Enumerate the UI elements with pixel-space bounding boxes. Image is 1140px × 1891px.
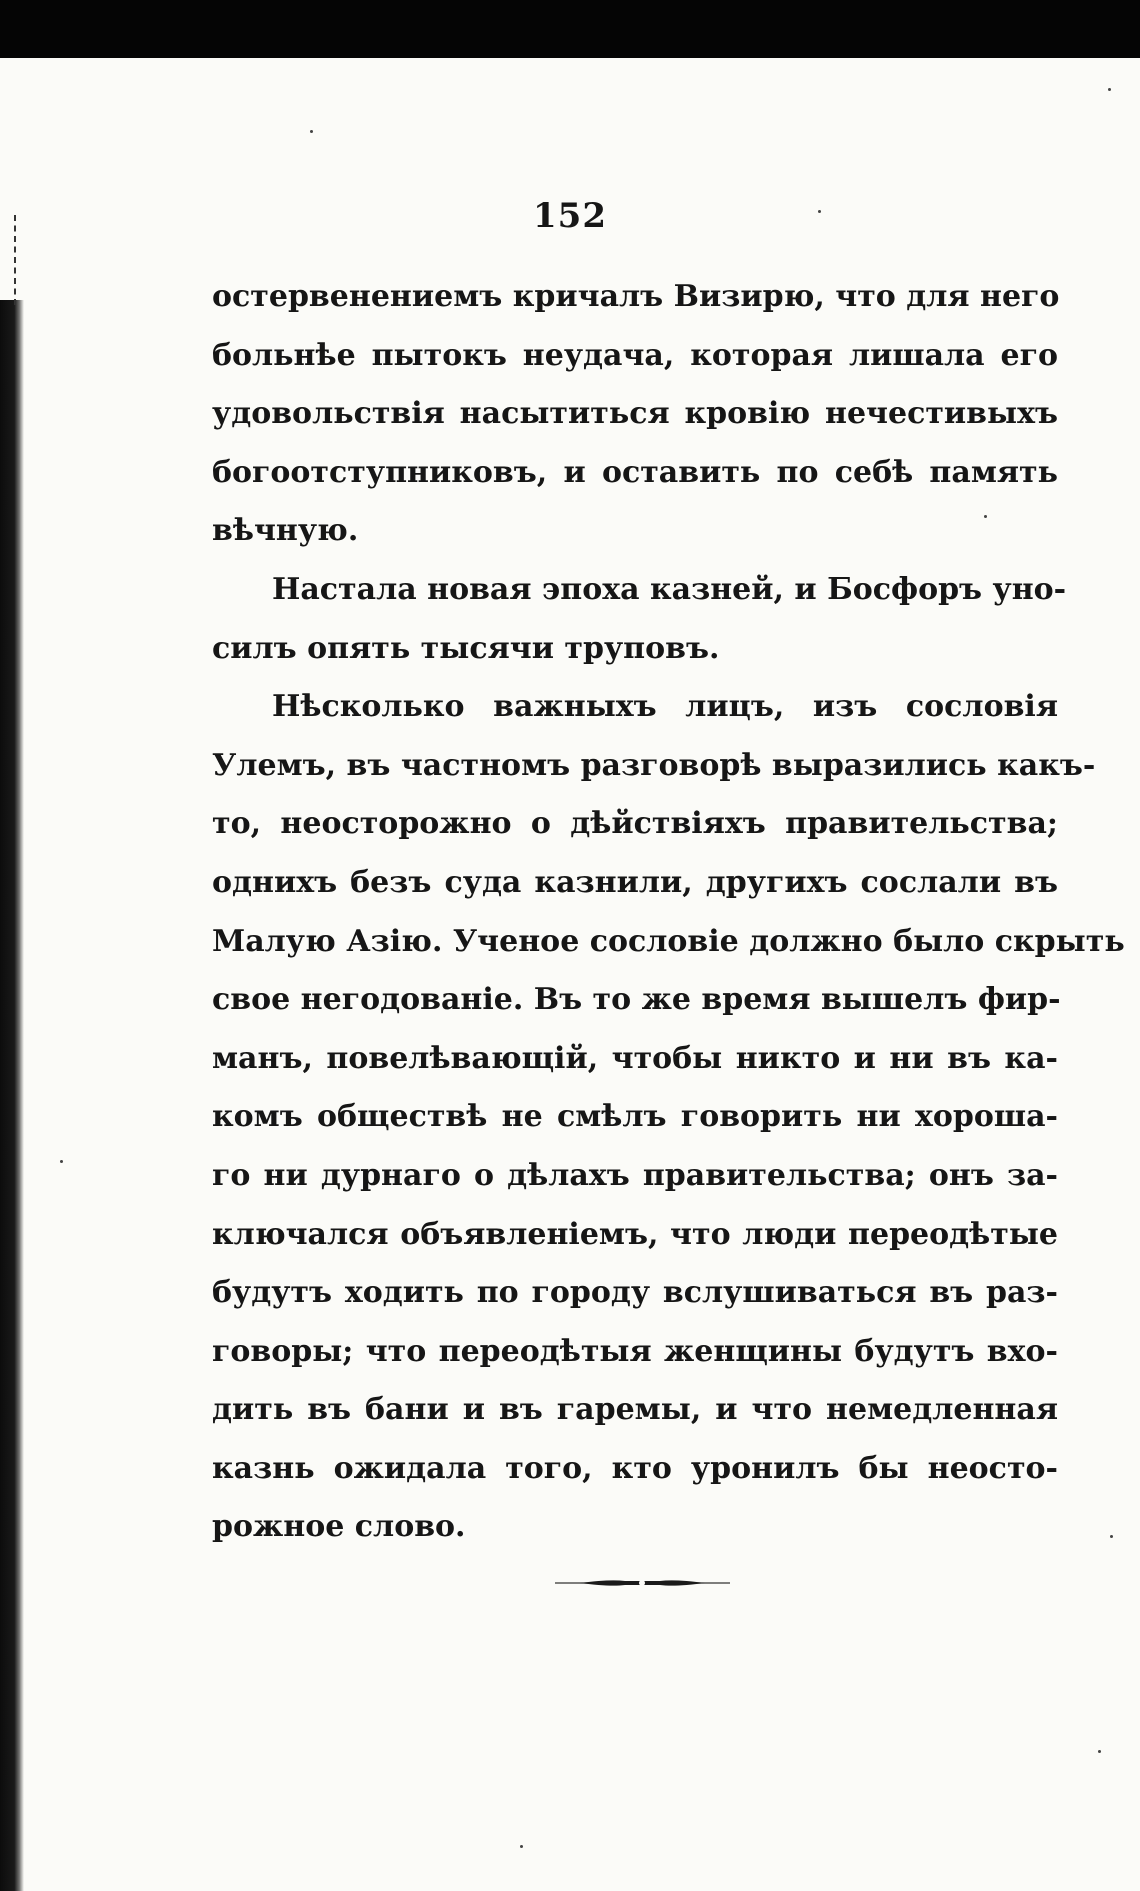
text-line: манъ, повелѣвающій, чтобы никто и ни въ ка- xyxy=(212,1040,1058,1076)
tailpiece-rule-icon xyxy=(555,1577,730,1589)
text-line: будутъ ходить по городу вслушиваться въ раз- xyxy=(212,1275,1058,1311)
text-line: Настала новая эпоха казней, и Босфоръ уно- xyxy=(272,571,1067,607)
text-line: больнѣе пытокъ неудача, которая лишала его xyxy=(212,337,1058,373)
text-line: ключался объявленіемъ, что люди переодѣтые xyxy=(212,1216,1058,1252)
text-line: Улемъ, въ частномъ разговорѣ выразились какъ- xyxy=(212,747,1096,783)
scan-speck xyxy=(818,210,821,213)
text-line: говоры; что переодѣтыя женщины будутъ вхо- xyxy=(212,1333,1058,1369)
text-line: остервенениемъ кричалъ Визирю, что для него xyxy=(212,279,1060,314)
text-line: однихъ безъ суда казнили, другихъ сослали въ xyxy=(212,864,1058,900)
scan-left-border xyxy=(0,300,24,1891)
paragraph-2 xyxy=(212,561,1067,678)
text-line: дить въ бани и въ гаремы, и что немедленная xyxy=(212,1392,1058,1428)
text-line: комъ обществѣ не смѣлъ говорить ни хороша- xyxy=(212,1099,1058,1135)
text-line: Нѣсколько важныхъ лицъ, изъ сословія xyxy=(272,689,1058,725)
text-line: богоотступниковъ, и оставить по себѣ память xyxy=(212,454,1058,490)
scan-speck xyxy=(1098,1750,1101,1753)
text-line: вѣчную. xyxy=(212,513,359,549)
text-line: го ни дурнаго о дѣлахъ правительства; онъ за- xyxy=(212,1157,1058,1193)
scan-speck xyxy=(310,130,313,133)
scan-top-border xyxy=(0,0,1140,58)
text-line: рожное слово. xyxy=(212,1509,466,1545)
paragraph-1 xyxy=(212,268,1058,561)
scan-speck xyxy=(984,515,987,518)
page-body xyxy=(212,268,1125,1557)
scan-speck xyxy=(1110,1535,1113,1538)
text-line: силъ опять тысячи труповъ. xyxy=(212,630,720,666)
text-line: казнь ожидала того, кто уронилъ бы неосто- xyxy=(212,1450,1058,1486)
paragraph-3 xyxy=(212,678,1125,1557)
text-line: свое негодованіе. Въ то же время вышелъ фир- xyxy=(212,982,1061,1018)
scan-speck xyxy=(520,1845,523,1848)
page-number: 152 xyxy=(533,196,607,236)
scan-speck xyxy=(1108,88,1111,91)
text-line: то, неосторожно о дѣйствіяхъ правительства; xyxy=(212,806,1058,842)
text-line: Малую Азію. Ученое сословіе должно было скрыть xyxy=(212,923,1125,959)
text-line: удовольствія насытиться кровію нечестивыхъ xyxy=(212,396,1058,432)
scan-speck xyxy=(60,1160,63,1163)
